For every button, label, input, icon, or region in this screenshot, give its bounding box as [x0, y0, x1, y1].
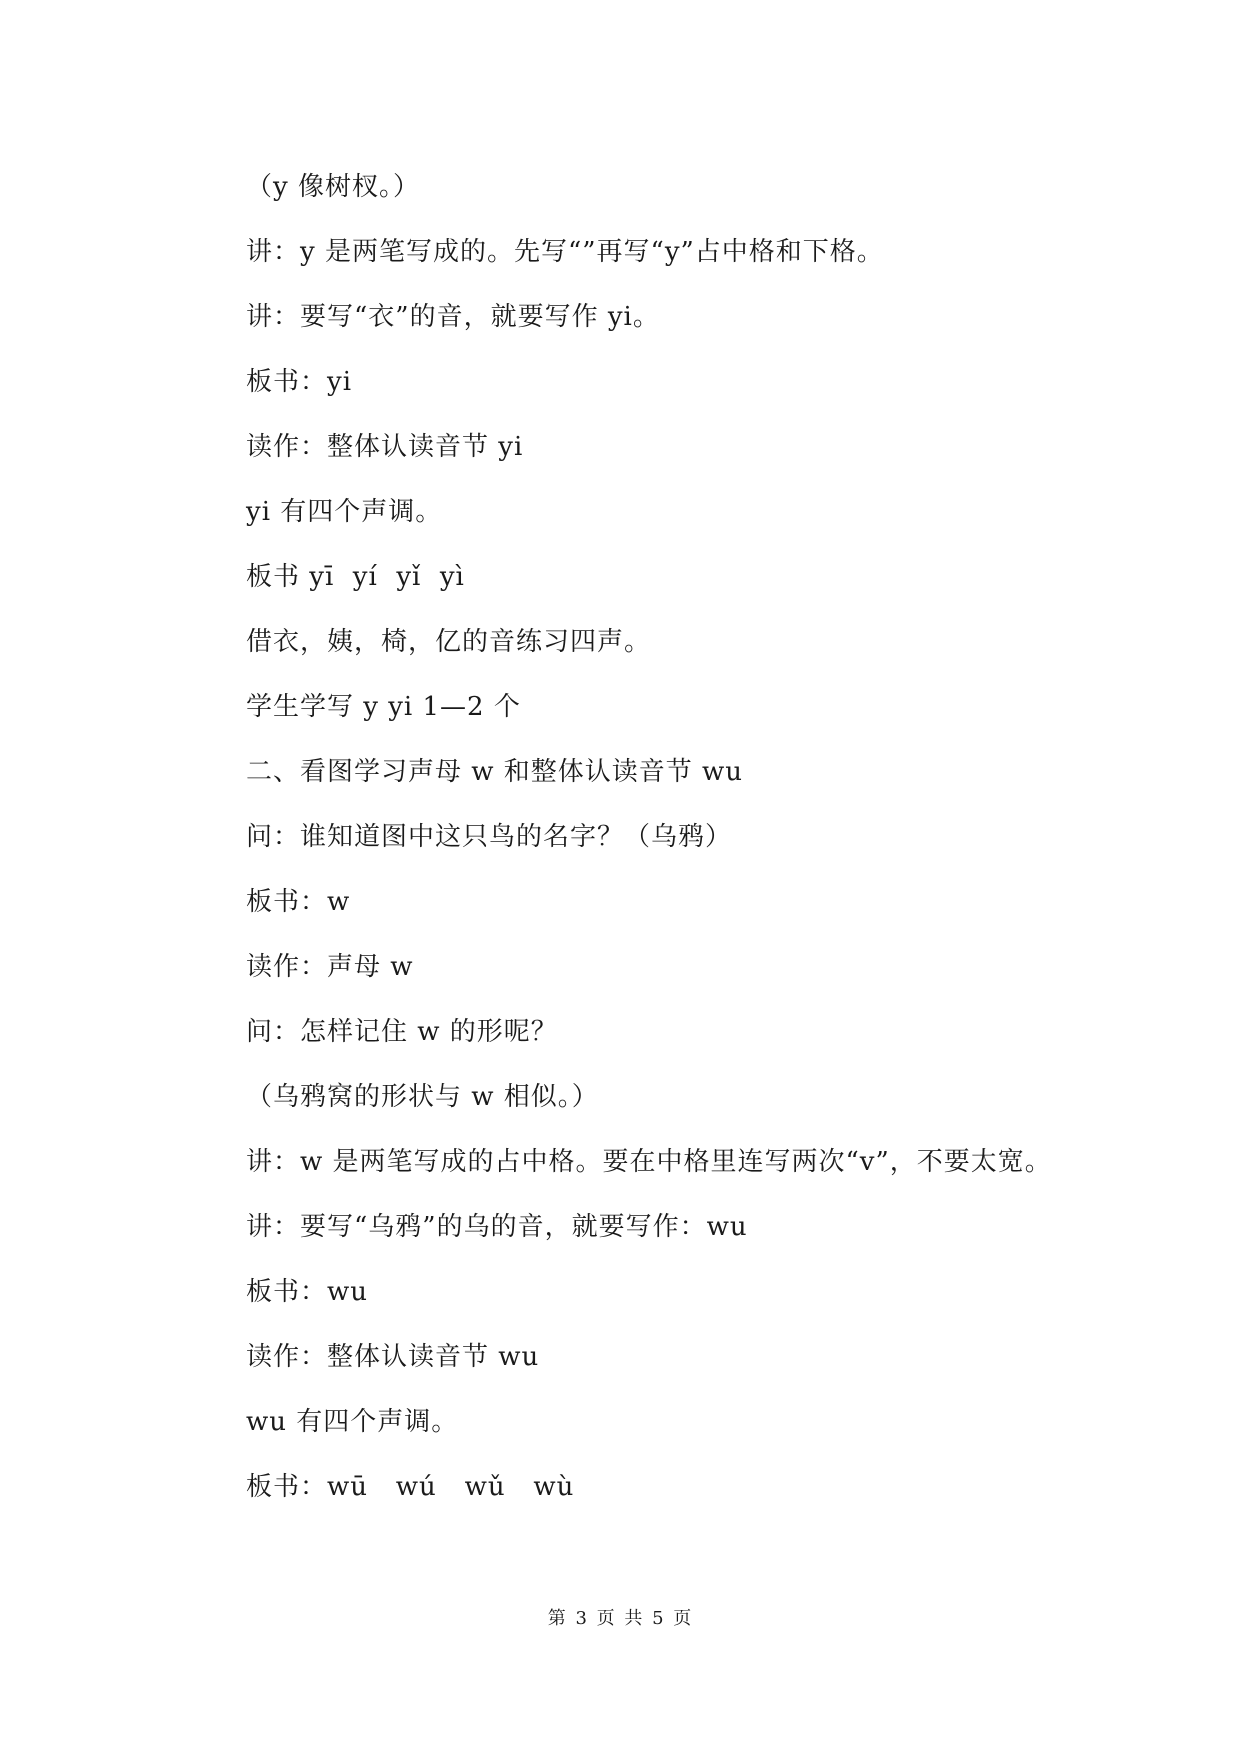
paragraph: 讲：w 是两笔写成的占中格。要在中格里连写两次“v”，不要太宽。 — [246, 1147, 1052, 1177]
paragraph: 读作：整体认读音节 yi — [246, 432, 524, 462]
paragraph: （乌鸦窝的形状与 w 相似。） — [246, 1082, 599, 1112]
paragraph: 板书 yī yí yǐ yì — [246, 562, 465, 592]
paragraph: 借衣，姨，椅，亿的音练习四声。 — [246, 627, 652, 657]
paragraph: yi 有四个声调。 — [246, 497, 443, 527]
paragraph: （y 像树杈。） — [246, 172, 420, 202]
paragraph: 学生学写 y yi 1—2 个 — [246, 692, 521, 722]
paragraph: 讲：要写“衣”的音，就要写作 yi。 — [246, 302, 660, 332]
paragraph: 问：怎样记住 w 的形呢？ — [246, 1017, 558, 1047]
document-body — [188, 155, 1068, 1520]
paragraph: 板书：wū wú wǔ wù — [246, 1472, 575, 1502]
paragraph: 板书：w — [246, 887, 351, 917]
paragraph: wu 有四个声调。 — [246, 1407, 459, 1437]
page-number: 第 3 页 共 5 页 — [547, 1608, 694, 1629]
paragraph: 板书：wu — [246, 1277, 369, 1307]
paragraph: 板书：yi — [246, 367, 353, 397]
paragraph: 读作：整体认读音节 wu — [246, 1342, 540, 1372]
paragraph: 讲：y 是两笔写成的。先写“”再写“y”占中格和下格。 — [246, 237, 884, 267]
paragraph: 讲：要写“乌鸦”的乌的音，就要写作：wu — [246, 1212, 748, 1242]
section-heading: 二、看图学习声母 w 和整体认读音节 wu — [246, 757, 744, 787]
paragraph: 读作：声母 w — [246, 952, 414, 982]
paragraph: 问：谁知道图中这只鸟的名字？（乌鸦） — [246, 822, 733, 852]
